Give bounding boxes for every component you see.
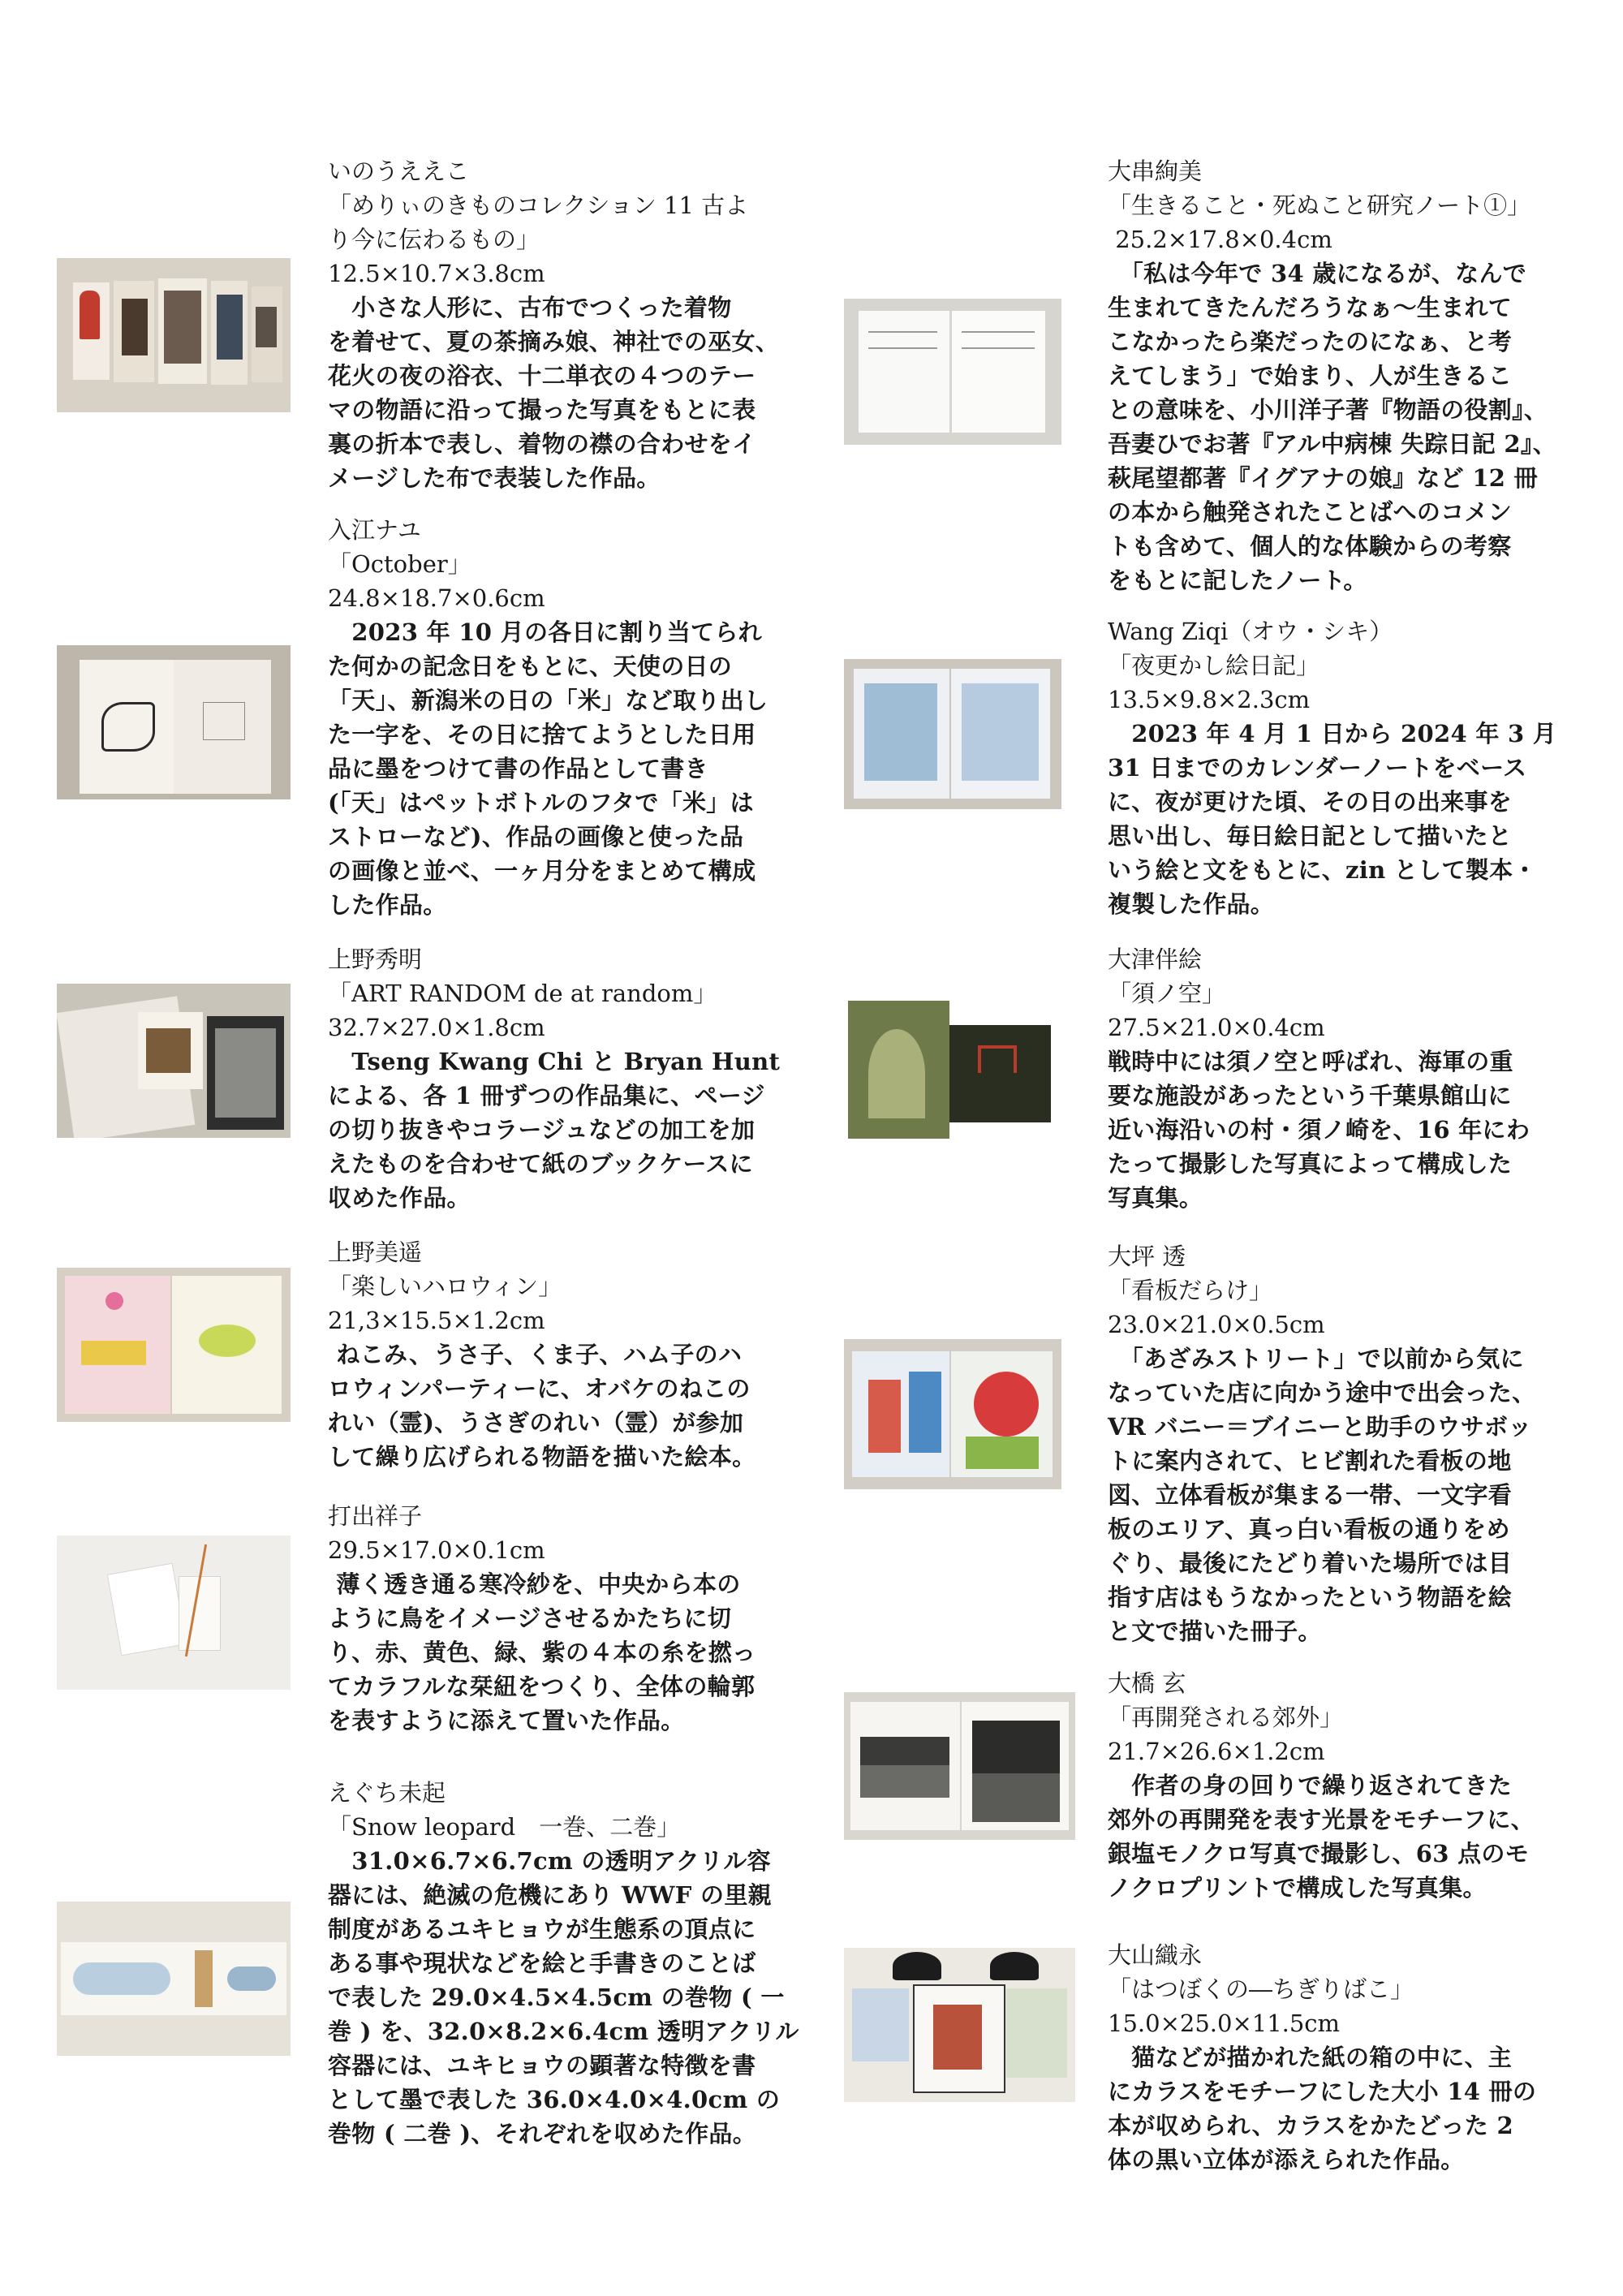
artwork-description: の本から触発されたことばへのコメン [1108,498,1513,526]
artwork-description: 「私は今年で 34 歳になるが、なんで [1108,260,1527,287]
artwork-entry [328,1776,799,2151]
artwork-entry [1108,942,1530,1215]
artwork-description: 器には、絶滅の危機にあり WWF の里親 [328,1881,772,1909]
artwork-size: 21,3×15.5×1.2cm [328,1307,545,1334]
artwork-description: たって撮影した写真によって構成した [1108,1150,1513,1178]
artwork-description: 猫などが描かれた紙の箱の中に、主 [1108,2044,1513,2071]
artwork-description: 板のエリア、真っ白い看板の通りをめ [1108,1515,1510,1543]
artwork-size: 15.0×25.0×11.5cm [1108,2010,1341,2037]
artwork-photo [57,258,291,412]
artwork-description: 薄く透き通る寒冷紗を、中央から本の [328,1570,741,1598]
artwork-description: による、各 1 冊ずつの作品集に、ページ [328,1082,765,1109]
artwork-title: 「楽しいハロウィン」 [328,1273,562,1300]
artwork-description: てカラフルな栞紐をつくり、全体の輪郭 [328,1673,756,1700]
artwork-description: 生まれてきたんだろうなぁ〜生まれて [1108,294,1513,321]
artwork-description: 制度があるユキヒョウが生態系の頂点に [328,1915,756,1943]
artwork-description: 「天」、新潟米の日の「米」など取り出し [328,687,768,714]
artwork-description: 31.0×6.7×6.7cm の透明アクリル容 [328,1847,771,1875]
artwork-description: えたものを合わせて紙のブックケースに [328,1150,753,1178]
artist-name: 打出祥子 [328,1502,423,1530]
artwork-description: に、夜が更けた頃、その日の出来事を [1108,788,1513,816]
artwork-description: マの物語に沿って撮った写真をもとに表 [328,396,756,424]
artwork-title: 「Snow leopard 一巻、二巻」 [328,1813,681,1841]
artwork-description: を表すように添えて置いた作品。 [328,1707,685,1734]
artwork-photo [844,299,1061,445]
artist-name: 入江ナユ [328,516,421,544]
artwork-description: 小さな人形に、古布でつくった着物 [328,294,732,321]
artwork-entry [328,154,779,495]
artist-name: Wang Ziqi（オウ・シキ） [1108,618,1393,645]
artwork-description: 巻 ) を、32.0×8.2×6.4cm 透明アクリル [328,2018,799,2045]
artwork-description: して繰り広げられる物語を描いた絵本。 [328,1443,756,1471]
artwork-description: ねこみ、うさ子、くま子、ハム子のハ [328,1341,743,1368]
artwork-description: 「あざみストリート」で以前から気に [1108,1345,1524,1372]
artwork-description: ストローなど)、作品の画像と使った品 [328,823,744,851]
artwork-size: 27.5×21.0×0.4cm [1108,1014,1325,1041]
artist-name: 大津伴絵 [1108,946,1203,973]
artist-name: 大坪 透 [1108,1243,1186,1270]
artwork-size: 13.5×9.8×2.3cm [1108,686,1311,713]
artwork-entry [1108,1239,1535,1648]
artwork-description: た一字を、その日に捨てようとした日用 [328,721,756,748]
artwork-description: り、赤、黄色、緑、紫の４本の糸を撚っ [328,1639,756,1666]
artwork-title: 「October」 [328,550,471,578]
artwork-description: ロウィンパーティーに、オバケのねこの [328,1375,751,1402]
artist-name: 上野美遥 [328,1238,423,1266]
artwork-title: 「めりぃのきものコレクション 11 古よ [328,192,749,219]
artwork-description: トも含めて、個人的な体験からの考察 [1108,532,1512,560]
artwork-description: 裏の折本で表し、着物の襟の合わせをイ [328,430,756,458]
artwork-description: 要な施設があったという千葉県館山に [1108,1082,1512,1109]
artwork-description: 2023 年 4 月 1 日から 2024 年 3 月 [1108,720,1557,747]
artwork-title: 「須ノ空」 [1108,980,1226,1007]
artwork-description: 花火の夜の浴衣、十二単衣の４つのテー [328,362,756,390]
artwork-description: こなかったら楽だったのになぁ、と考 [1108,328,1513,355]
artwork-description: ぐり、最後にたどり着いた場所では目 [1108,1549,1513,1577]
artwork-description: ノクロプリントで構成した写真集。 [1108,1874,1487,1902]
artwork-entry [1108,1666,1535,1905]
artwork-entry [1108,1938,1536,2177]
artwork-size: 24.8×18.7×0.6cm [328,584,545,612]
artwork-description: ように鳥をイメージさせるかたちに切 [328,1605,732,1632]
artwork-title: 「看板だらけ」 [1108,1277,1273,1304]
artwork-title: 「夜更かし絵日記」 [1108,652,1320,679]
artist-name: いのうええこ [328,157,470,185]
artwork-description: で表した 29.0×4.5×4.5cm の巻物 ( 一 [328,1984,785,2011]
artist-name: 大串絢美 [1108,157,1203,185]
artwork-description: した作品。 [328,891,447,919]
artwork-photo [57,645,291,799]
artwork-description: ある事や現状などを絵と手書きのことば [328,1949,756,1977]
artwork-description: 指す店はもうなかったという物語を絵 [1108,1583,1513,1611]
artwork-title: 「生きること・死ぬこと研究ノート①」 [1108,192,1531,219]
artwork-photo [844,1948,1075,2102]
artwork-photo [844,659,1061,809]
artwork-description: 本が収められ、カラスをかたどった 2 [1108,2112,1513,2139]
artwork-description: た何かの記念日をもとに、天使の日の [328,653,733,680]
artwork-title: り今に伝わるもの」 [328,226,540,253]
artwork-description: 銀塩モノクロ写真で撮影し、63 点のモ [1108,1840,1529,1867]
artwork-photo [844,1692,1075,1840]
artwork-description: (「天」はペットボトルのフタで「米」は [328,789,754,816]
artwork-title: 「ART RANDOM de at random」 [328,980,717,1007]
artwork-description: 近い海沿いの村・須ノ崎を、16 年にわ [1108,1116,1530,1144]
artwork-description: 萩尾望都著『イグアナの娘』など 12 冊 [1108,464,1538,492]
artwork-description: をもとに記したノート。 [1108,566,1367,594]
artwork-description: 複製した作品。 [1108,890,1275,918]
artwork-description: として墨で表した 36.0×4.0×4.0cm の [328,2086,781,2113]
artwork-description: Tseng Kwang Chi と Bryan Hunt [328,1048,781,1075]
artwork-photo [844,1339,1061,1489]
artwork-description: いう絵と文をもとに、zin として製本・ [1108,856,1537,884]
artwork-description: 写真集。 [1108,1184,1203,1212]
artwork-photo [57,1268,291,1422]
artwork-size: 23.0×21.0×0.5cm [1108,1311,1325,1338]
artwork-size: 25.2×17.8×0.4cm [1108,226,1332,253]
artwork-entry [328,513,768,922]
artwork-description: 作者の身の回りで繰り返されてきた [1108,1772,1513,1799]
artwork-description: 巻物 ( 二巻 )、それぞれを収めた作品。 [328,2120,757,2147]
artwork-title: 「再開発される郊外」 [1108,1704,1344,1731]
artwork-title: 「はつぼくの―ちぎりばこ」 [1108,1975,1414,2003]
artwork-entry [328,1235,756,1474]
artwork-description: 図、立体看板が集まる一帯、一文字看 [1108,1481,1513,1509]
artwork-photo [844,997,1057,1143]
artist-name: 大橋 玄 [1108,1669,1186,1697]
artwork-entry [328,1499,756,1738]
artwork-size: 32.7×27.0×1.8cm [328,1014,545,1041]
artwork-description: VR バニー＝ブイニーと助手のウサボッ [1108,1413,1532,1441]
artwork-description: を着せて、夏の茶摘み娘、神社での巫女、 [328,328,780,355]
artist-name: 上野秀明 [328,946,423,973]
artwork-size: 12.5×10.7×3.8cm [328,260,545,287]
artwork-description: トに案内されて、ヒビ割れた看板の地 [1108,1447,1512,1475]
artwork-description: の画像と並べ、一ヶ月分をまとめて構成 [328,857,756,885]
artwork-description: なっていた店に向かう途中で出会った、 [1108,1379,1536,1406]
artwork-description: 容器には、ユキヒョウの顕著な特徴を書 [328,2052,756,2079]
artwork-size: 21.7×26.6×1.2cm [1108,1738,1325,1765]
artwork-description: の切り抜きやコラージュなどの加工を加 [328,1116,756,1144]
artwork-description: 戦時中には須ノ空と呼ばれ、海軍の重 [1108,1048,1513,1075]
artwork-photo [57,1902,291,2056]
artwork-entry [328,942,780,1215]
artwork-description: 吾妻ひでお著『アル中病棟 失踪日記 2』、 [1108,430,1557,458]
artwork-entry [1108,154,1556,597]
artwork-description: と文で描いた冊子。 [1108,1618,1322,1645]
artist-name: えぐち未起 [328,1779,446,1807]
artwork-description: 31 日までのカレンダーノートをベース [1108,754,1527,782]
artwork-description: えてしまう」で始まり、人が生きるこ [1108,362,1513,390]
artwork-description: れい（霊)、うさぎのれい（霊）が参加 [328,1409,744,1437]
artwork-description: 思い出し、毎日絵日記として描いたと [1108,822,1513,850]
artwork-photo [57,1536,291,1690]
artwork-description: にカラスをモチーフにした大小 14 冊の [1108,2078,1537,2105]
artwork-description: 2023 年 10 月の各日に割り当てられ [328,618,762,646]
artwork-description: 郊外の再開発を表す光景をモチーフに、 [1108,1806,1535,1833]
artwork-size: 29.5×17.0×0.1cm [328,1536,545,1564]
artwork-description: 品に墨をつけて書の作品として書き [328,755,708,782]
artist-name: 大山織永 [1108,1941,1203,1969]
artwork-description: との意味を、小川洋子著『物語の役割』、 [1108,396,1548,424]
artwork-entry [1108,614,1556,921]
artwork-description: 収めた作品。 [328,1184,471,1212]
artwork-description: メージした布で表装した作品。 [328,464,661,492]
artwork-description: 体の黒い立体が添えられた作品。 [1108,2146,1465,2173]
artwork-photo [57,984,291,1138]
